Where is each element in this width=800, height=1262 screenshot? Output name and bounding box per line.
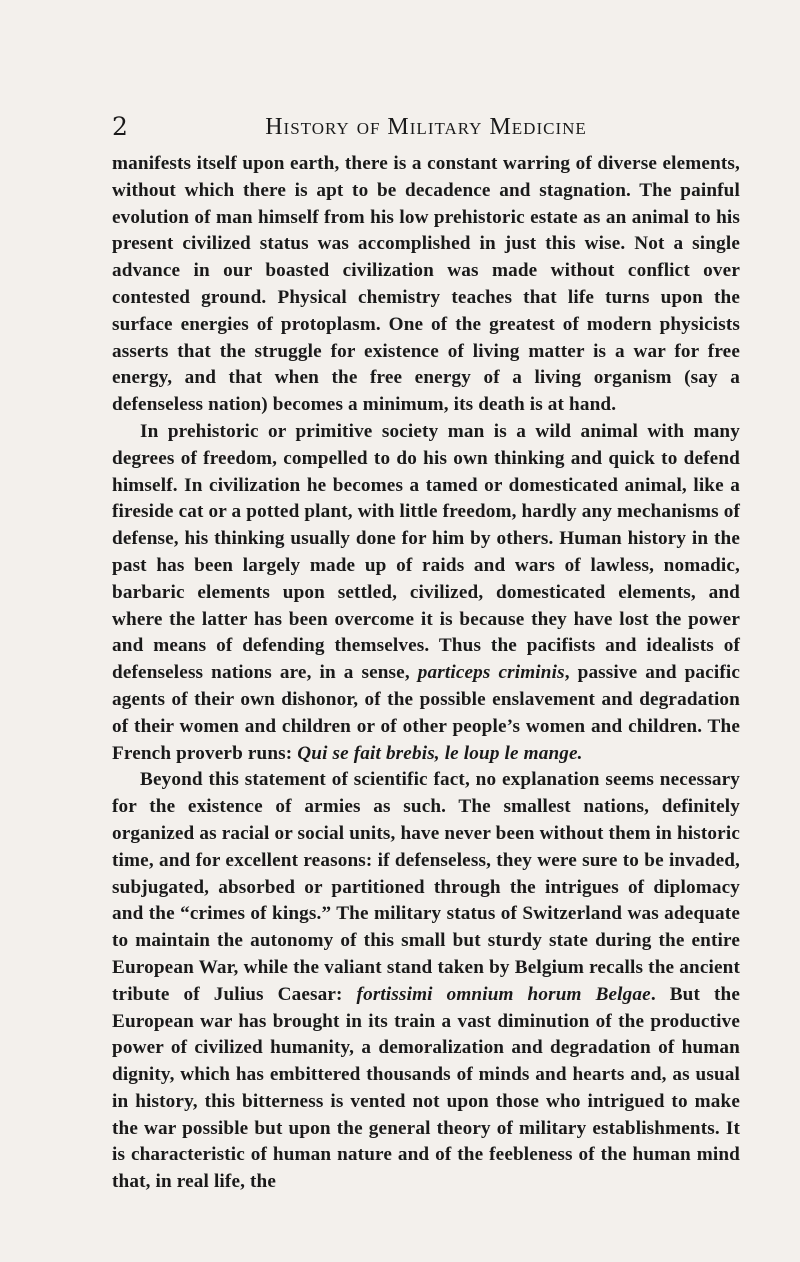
- latin-quote-caesar: fortissimi omnium horum Belgae: [356, 983, 651, 1005]
- page-number: 2: [112, 112, 128, 141]
- paragraph-2-text-a: In prehistoric or primitive society man is a wild animal with many degrees of freedom, compelled to do his own thinking and quick to defend himself. In civilization he becomes a tamed or domesticated animal, like a fireside cat or a potted plant, with little freedom, hardly any mechanisms of defense, his thinking usually done for him by others. Human history in the past has been largely made up of raids and wars of lawless, nomadic, barbaric elements upon settled, civilized, domesticated elements, and where the latter has been overcome it is because they have lost the power and means of defending themselves. Thus the pacifists and idealists of defenseless nations are, in a sense,: [112, 420, 740, 684]
- latin-phrase-particeps: particeps criminis: [417, 662, 565, 684]
- french-proverb: Qui se fait brebis, le loup le mange.: [297, 742, 583, 764]
- paragraph-1: [112, 151, 740, 419]
- paragraph-2: [112, 419, 740, 767]
- body-text: [112, 151, 740, 1196]
- paragraph-3-text-b: . But the European war has brought in its train a vast diminution of the productive power of civilized humanity, a demoralization and degradation of human dignity, which has embittered thousands of minds and hearts and, as usual in history, this bitterness is vented not upon those who intrigued to make the war possible but upon the general theory of military establishments. It is characteristic of human nature and of the feebleness of the human mind that, in real life, the: [112, 983, 740, 1193]
- paragraph-2-text-b: , passive and pacific agents of their own dishonor, of the possible enslavement and degradation of their women and children or of other people’s women and children. The French proverb runs:: [112, 662, 741, 764]
- paragraph-3-text-a: Beyond this statement of scientific fact, no explanation seems necessary for the existence of armies as such. The smallest nations, definitely organized as racial or social units, have never been without them in historic time, and for excellent reasons: if defenseless, they were sure to be invaded, subjugated, absorbed or partitioned through the intrigues of diplomacy and the “crimes of kings.” The military status of Switzerland was adequate to maintain the autonomy of this small but sturdy state during the entire European War, while the valiant stand taken by Belgium recalls the ancient tribute of Julius Caesar:: [112, 769, 740, 1005]
- running-title: History of Military Medicine: [265, 114, 587, 140]
- paragraph-1-text: manifests itself upon earth, there is a constant warring of diverse elements, without which there is apt to be decadence and stagnation. The painful evolution of man himself from his low prehistoric estate as an animal to his present civilized status was accomplished in just this wise. Not a single advance in our boasted civilization was made without conflict over contested ground. Physical chemistry teaches that life turns upon the surface energies of protoplasm. One of the greatest of modern physicists asserts that the struggle for existence of living matter is a war for free energy, and that when the free energy of a living organism (say a defenseless nation) becomes a minimum, its death is at hand.: [112, 153, 740, 416]
- running-head: [112, 112, 740, 142]
- paragraph-3: [112, 767, 740, 1196]
